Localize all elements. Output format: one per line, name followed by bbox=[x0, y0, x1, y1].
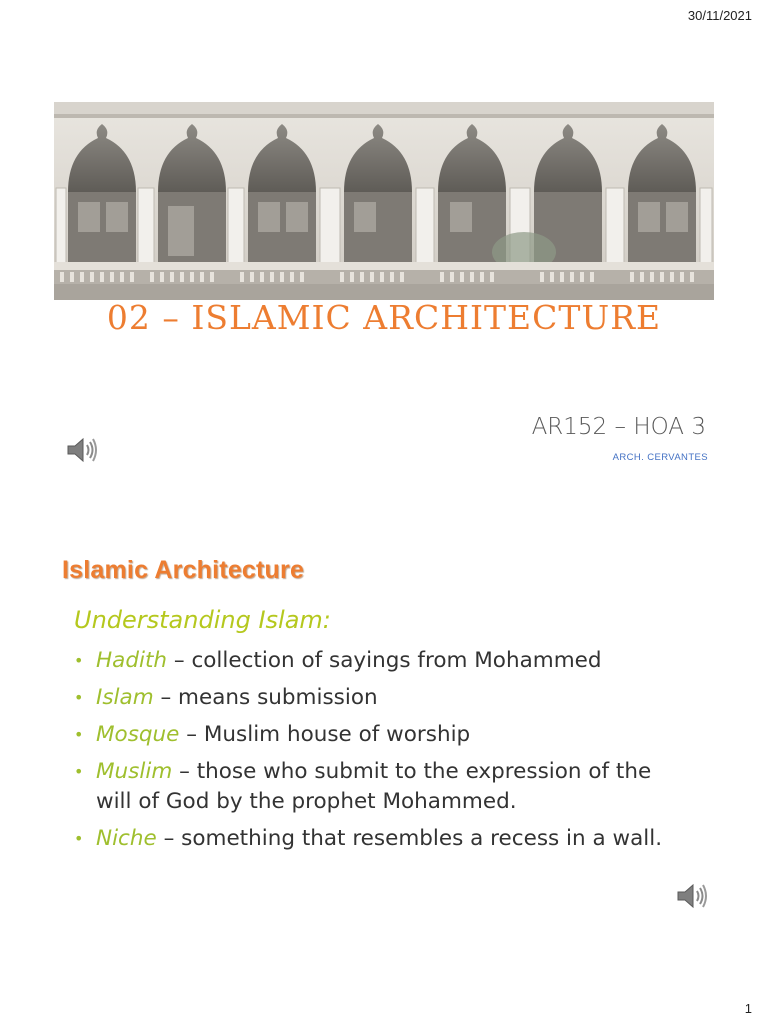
list-item bbox=[72, 757, 682, 817]
speaker-icon[interactable] bbox=[64, 432, 100, 468]
slide-heading: Islamic Architecture bbox=[62, 556, 305, 584]
term: Mosque bbox=[96, 722, 180, 747]
list-item bbox=[72, 683, 682, 713]
list-item bbox=[72, 824, 682, 854]
speaker-icon[interactable] bbox=[674, 878, 710, 914]
term: Islam bbox=[96, 685, 154, 710]
subheading: Understanding Islam: bbox=[74, 606, 331, 634]
definition: – means submission bbox=[153, 685, 378, 710]
mosque-arcade-banner bbox=[54, 102, 714, 300]
definition: – something that resembles a recess in a wall. bbox=[156, 826, 663, 851]
slide-title: 02 – ISLAMIC ARCHITECTURE bbox=[106, 298, 662, 337]
bullet-icon: • bbox=[74, 725, 84, 744]
list-item bbox=[72, 720, 682, 750]
definition: – those who submit to the expression of the will of God by the prophet Mohammed. bbox=[96, 759, 652, 814]
term: Niche bbox=[96, 826, 157, 851]
term-list bbox=[72, 646, 682, 861]
list-item bbox=[72, 646, 682, 676]
term: Hadith bbox=[96, 648, 168, 673]
bullet-icon: • bbox=[74, 688, 84, 707]
page-date: 30/11/2021 bbox=[687, 8, 752, 23]
course-code: AR152 – HOA 3 bbox=[531, 414, 706, 440]
page-number: 1 bbox=[744, 1001, 752, 1016]
arcade-illustration bbox=[54, 102, 714, 300]
definition: – Muslim house of worship bbox=[179, 722, 471, 747]
term: Muslim bbox=[96, 759, 173, 784]
bullet-icon: • bbox=[74, 829, 84, 848]
instructor-name: ARCH. CERVANTES bbox=[612, 452, 708, 463]
definition: – collection of sayings from Mohammed bbox=[167, 648, 602, 673]
bullet-icon: • bbox=[74, 762, 84, 781]
bullet-icon: • bbox=[74, 651, 84, 670]
